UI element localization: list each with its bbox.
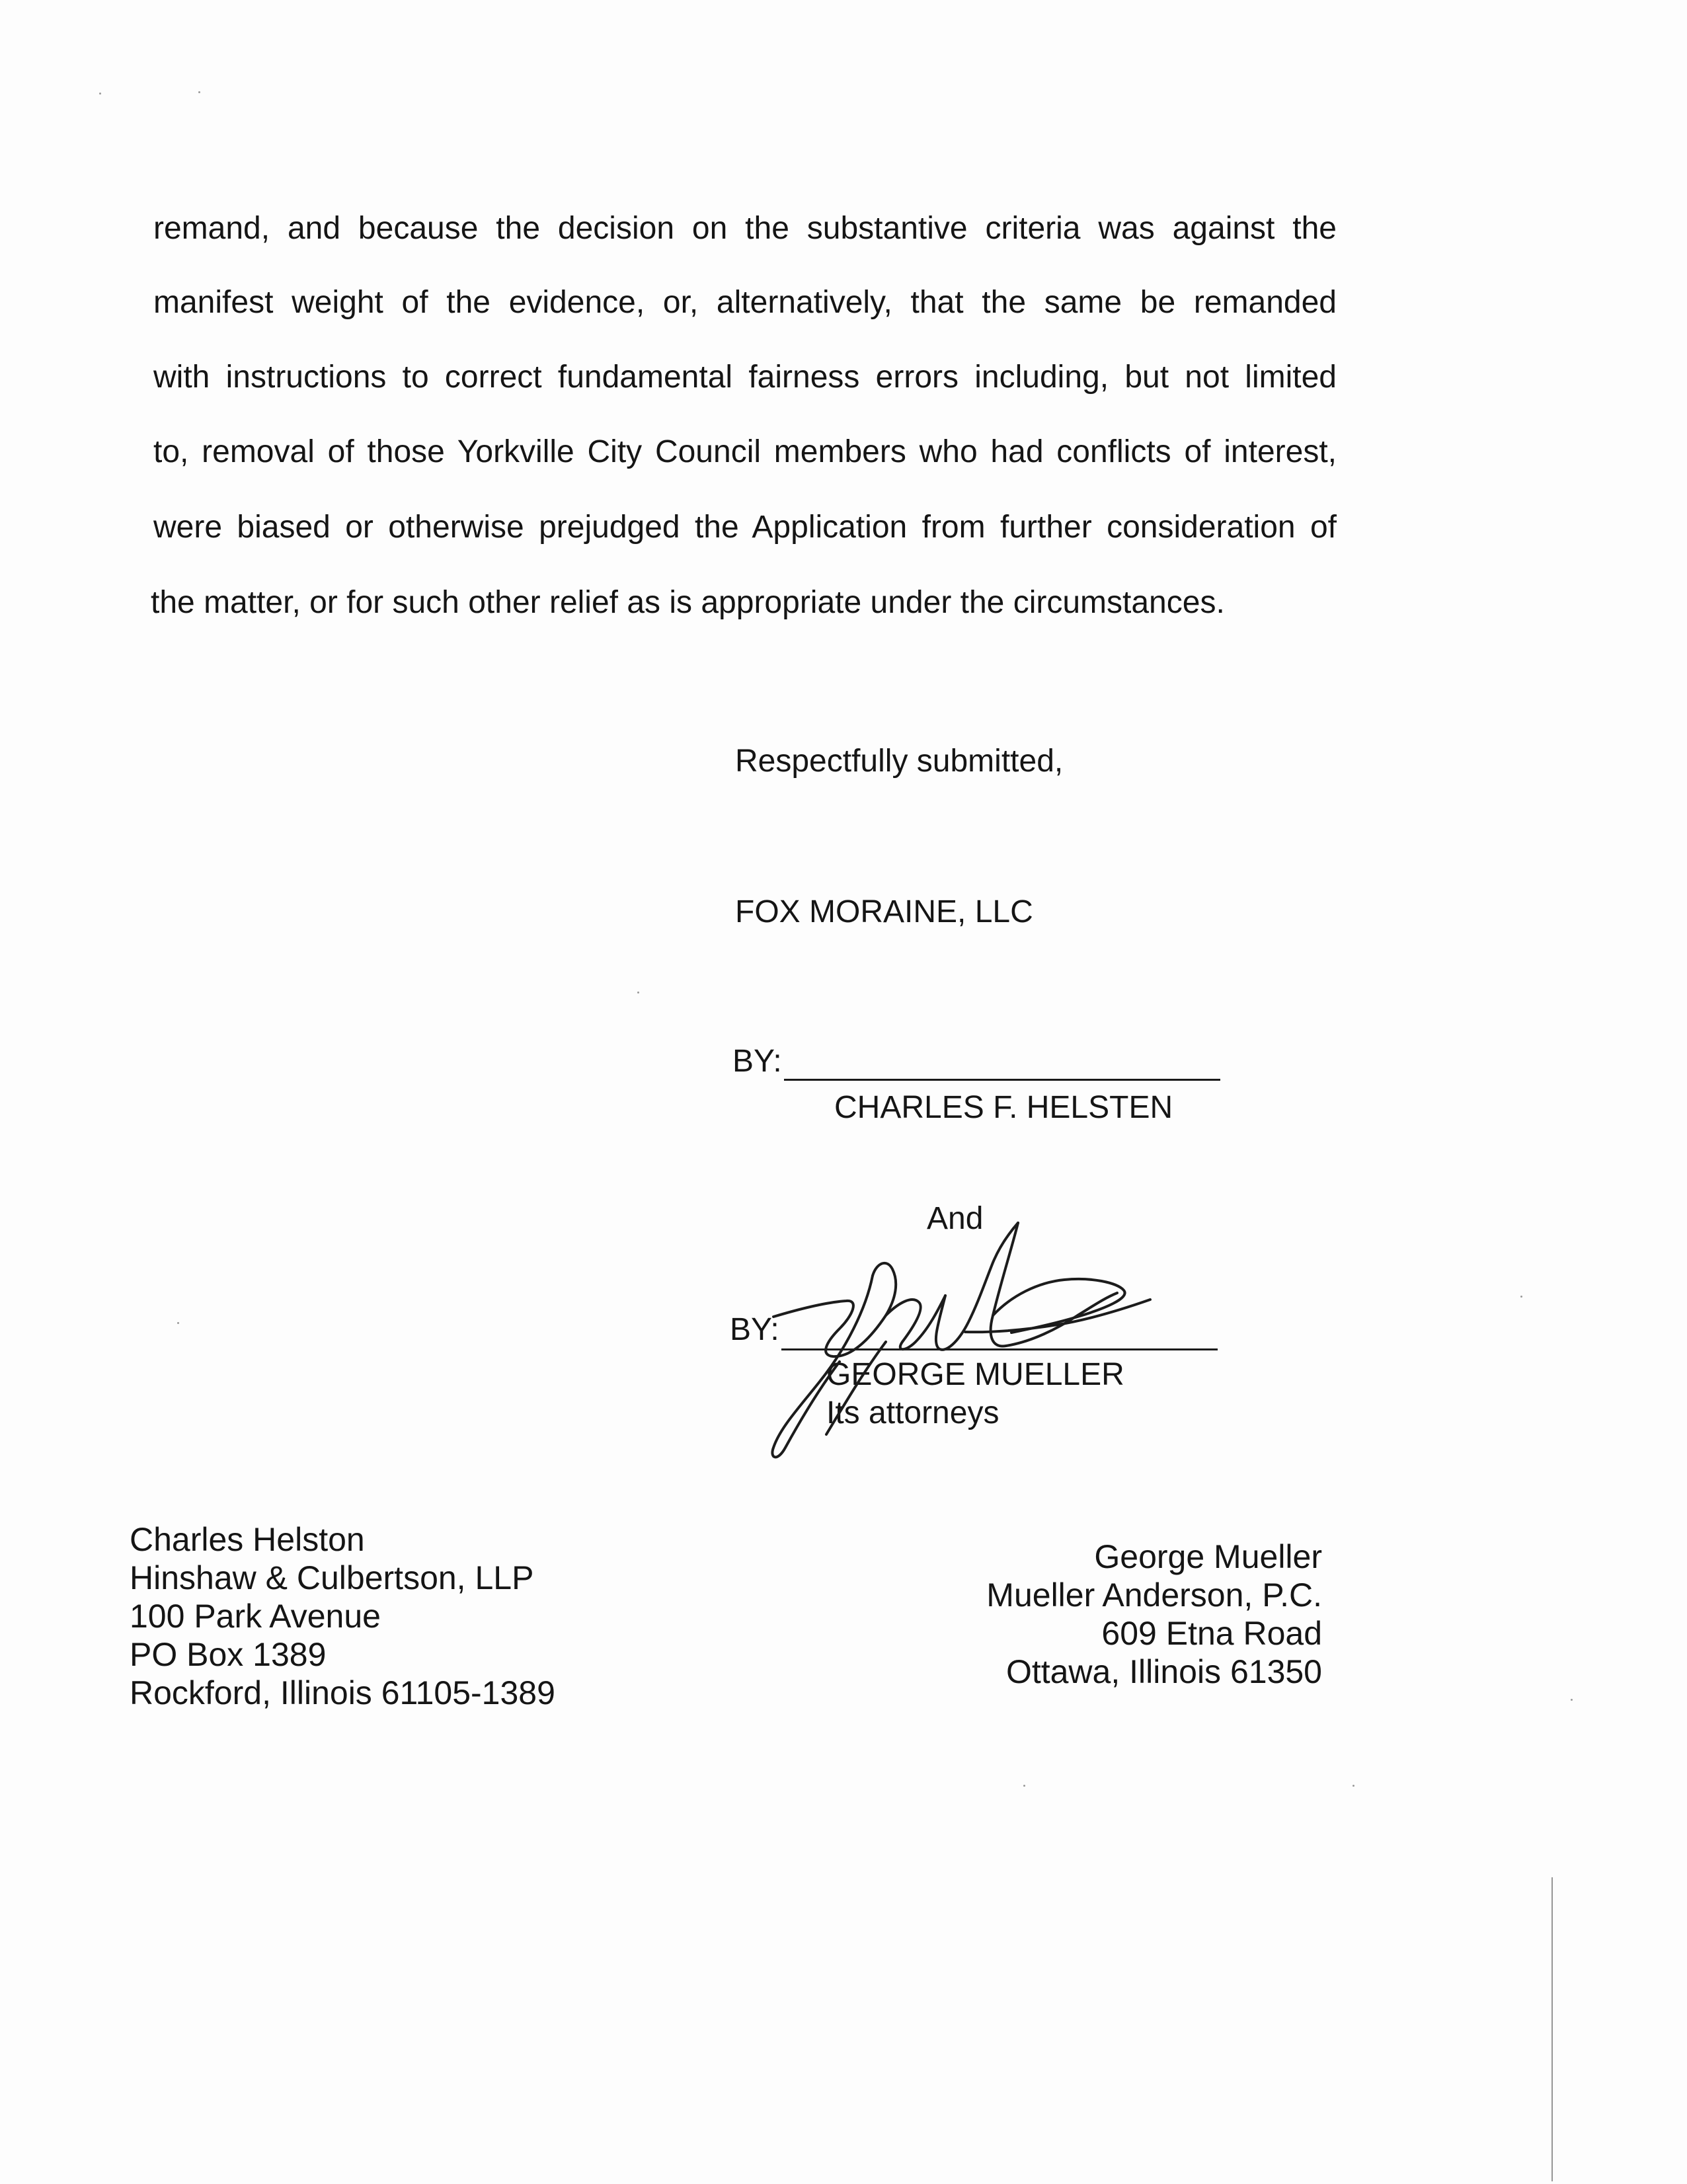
scan-speck	[637, 992, 639, 994]
by-label-2: BY:	[730, 1312, 779, 1347]
address-right	[986, 1538, 1322, 1691]
address-left-name: Charles Helston	[130, 1521, 365, 1558]
body-line-2: manifest weight of the evidence, or, alternatively, that the same be remanded	[153, 285, 1337, 320]
address-right-name: George Mueller	[1094, 1538, 1322, 1575]
body-line-4: to, removal of those Yorkville City Council members who had conflicts of interest,	[153, 434, 1337, 469]
scan-speck	[1571, 1699, 1573, 1701]
scan-speck	[1353, 1785, 1354, 1787]
signer-role: Its attorneys	[826, 1395, 1000, 1430]
address-left	[130, 1520, 555, 1712]
party-name: FOX MORAINE, LLC	[735, 894, 1033, 929]
scan-speck	[177, 1322, 179, 1324]
handwritten-signature-icon	[747, 1216, 1157, 1454]
body-line-1: remand, and because the decision on the substantive criteria was against the	[153, 211, 1337, 246]
body-line-5: were biased or otherwise prejudged the Application from further consideration of	[153, 510, 1337, 545]
closing-salutation: Respectfully submitted,	[735, 744, 1064, 779]
body-line-3: with instructions to correct fundamental fairness errors including, but not limited	[153, 360, 1337, 395]
address-right-street: 609 Etna Road	[1101, 1615, 1322, 1652]
signature-line-1	[784, 1079, 1220, 1081]
address-left-street: 100 Park Avenue	[130, 1598, 381, 1635]
address-right-city: Ottawa, Illinois 61350	[1005, 1653, 1322, 1690]
signer-name-1: CHARLES F. HELSTEN	[834, 1090, 1173, 1125]
scan-speck	[198, 91, 200, 93]
scan-speck	[1520, 1296, 1522, 1298]
by-label-1: BY:	[732, 1044, 782, 1079]
scan-speck	[1023, 1785, 1025, 1787]
and-label: And	[927, 1201, 984, 1236]
address-right-firm: Mueller Anderson, P.C.	[986, 1577, 1322, 1614]
body-line-6: the matter, or for such other relief as is appropriate under the circumstances.	[151, 585, 1225, 620]
address-left-city: Rockford, Illinois 61105-1389	[130, 1674, 555, 1711]
address-left-firm: Hinshaw & Culbertson, LLP	[130, 1559, 534, 1596]
scan-edge-line	[1551, 1877, 1553, 2181]
signer-name-2: GEORGE MUELLER	[826, 1357, 1124, 1392]
address-left-po-box: PO Box 1389	[130, 1636, 327, 1673]
scan-speck	[99, 93, 101, 95]
